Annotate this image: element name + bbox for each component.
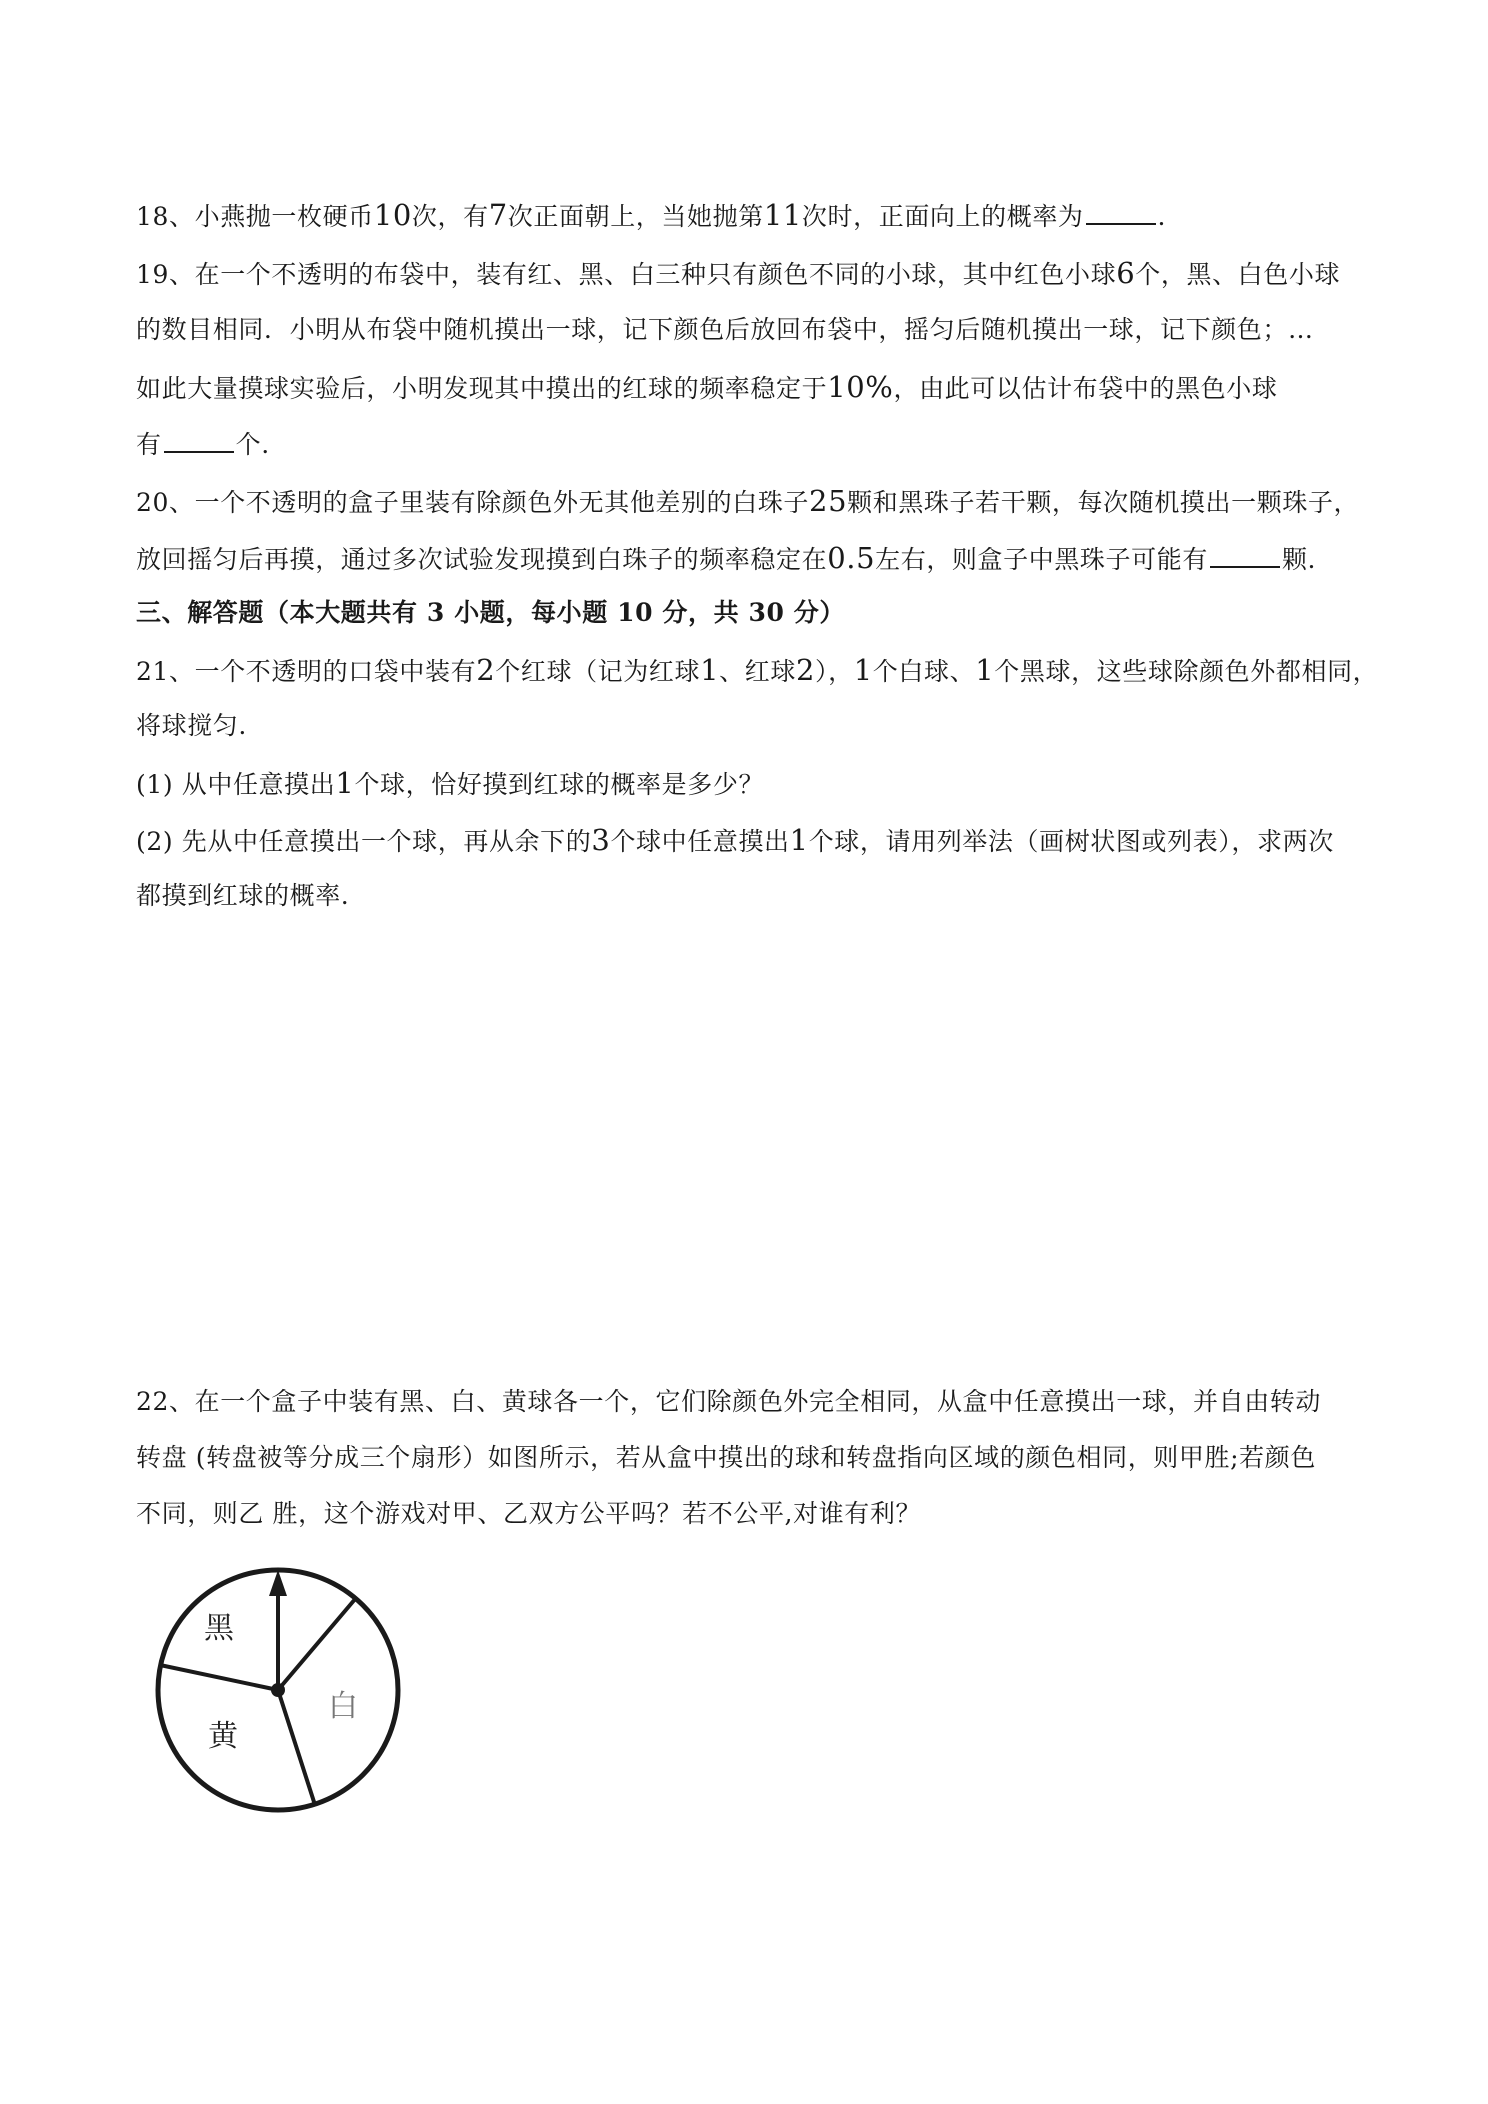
q18-text: 次正面朝上，当她抛第	[507, 202, 764, 231]
q20-number: 0.5	[827, 541, 876, 575]
q18-text: 次，有	[411, 202, 489, 231]
q22-text: 转盘 (转盘被等分成三个扇形）如图所示，若从盒中摸出的球和转盘指向区域的颜色相同，则甲胜;若颜色	[136, 1443, 1316, 1472]
q20-number: 25	[809, 484, 848, 518]
q21-number: 1	[335, 766, 355, 800]
q21-number: 2	[476, 653, 496, 687]
spinner-center	[271, 1683, 285, 1697]
q21-text: (1) 从中任意摸出	[136, 770, 336, 799]
question-19-line-2	[136, 313, 1314, 347]
q21-text: 个球中任意摸出	[610, 827, 790, 856]
q21-text: 将球搅匀.	[136, 711, 247, 740]
q19-number: 10%	[827, 370, 894, 404]
q20-text: 左右，则盒子中黑珠子可能有	[875, 545, 1208, 574]
q18-number: 7	[488, 198, 508, 232]
q21-text: 个白球、	[872, 657, 976, 686]
q21-number: 1	[975, 653, 995, 687]
q20-text: 放回摇匀后再摸，通过多次试验发现摸到白珠子的频率稳定在	[136, 545, 828, 574]
q21-number: 1	[789, 823, 809, 857]
sector-label-black: 黑	[204, 1611, 234, 1646]
q21-text: 21、一个不透明的口袋中装有	[136, 657, 477, 686]
q21-text: 、红球	[719, 657, 796, 686]
q19-text: 有	[136, 430, 162, 459]
question-22-line-2	[136, 1441, 1316, 1475]
q20-text: 20、一个不透明的盒子里装有除颜色外无其他差别的白珠子	[136, 488, 810, 517]
arrow-head-icon	[269, 1570, 287, 1596]
q19-number: 6	[1116, 256, 1136, 290]
question-20-line-2	[136, 541, 1316, 577]
question-19-line-1	[136, 256, 1340, 292]
q20-text: 颗.	[1281, 545, 1317, 574]
q21-number: 1	[700, 653, 720, 687]
q22-text: 不同，则乙 胜，这个游戏对甲、乙双方公平吗？若不公平,对谁有利？	[136, 1499, 922, 1528]
answer-blank	[164, 427, 234, 453]
sector-divider	[278, 1598, 356, 1690]
q19-text: 个.	[235, 430, 270, 459]
q22-text: 22、在一个盒子中装有黑、白、黄球各一个，它们除颜色外完全相同，从盒中任意摸出一球，并自由转动	[136, 1387, 1322, 1416]
q21-text: 都摸到红球的概率.	[136, 881, 350, 910]
q18-text: 次时，正面向上的概率为	[801, 202, 1084, 231]
q21-text: 个黑球，这些球除颜色外都相同，	[994, 657, 1379, 686]
question-21-sub-2-line-2	[136, 879, 349, 913]
section-heading: 三、解答题（本大题共有 3 小题，每小题 10 分，共 30 分）	[136, 598, 845, 627]
q19-text: 如此大量摸球实验后，小明发现其中摸出的红球的频率稳定于	[136, 374, 828, 403]
question-21-line-1	[136, 653, 1378, 689]
q21-text: ），	[815, 657, 854, 686]
q21-text: 个球，恰好摸到红球的概率是多少？	[354, 770, 765, 799]
q21-number: 1	[853, 653, 873, 687]
question-22-line-3	[136, 1497, 921, 1531]
question-20-line-1	[136, 484, 1359, 520]
answer-blank	[1086, 199, 1156, 225]
q19-text: 的数目相同．小明从布袋中随机摸出一球，记下颜色后放回布袋中，摇匀后随机摸出一球，记下颜色；…	[136, 315, 1314, 344]
question-19-line-4	[136, 427, 270, 462]
q18-text: 18、小燕抛一枚硬币	[136, 202, 374, 231]
q21-number: 2	[795, 653, 816, 687]
q21-text: 个红球（记为红球	[495, 657, 701, 686]
q18-text: .	[1157, 202, 1167, 231]
q21-text: 个球，请用列举法（画树状图或列表），求两次	[808, 827, 1334, 856]
q19-text: ，由此可以估计布袋中的黑色小球	[893, 374, 1278, 403]
sector-label-white: 白	[328, 1689, 358, 1724]
q20-text: 颗和黑珠子若干颗，每次随机摸出一颗珠子，	[847, 488, 1360, 517]
question-18	[136, 198, 1166, 234]
spinner-figure	[150, 1558, 410, 1828]
q18-number: 11	[763, 198, 802, 232]
q19-text: 个，黑、白色小球	[1135, 260, 1341, 289]
sector-divider	[278, 1690, 315, 1805]
answer-blank	[1210, 542, 1280, 568]
sector-divider	[160, 1665, 278, 1690]
question-22-line-1	[136, 1385, 1321, 1419]
sector-label-yellow: 黄	[208, 1719, 238, 1754]
question-21-sub-1	[136, 766, 764, 802]
q19-text: 19、在一个不透明的布袋中，装有红、黑、白三种只有颜色不同的小球，其中红色小球	[136, 260, 1117, 289]
q18-number: 10	[373, 198, 412, 232]
q21-number: 3	[591, 823, 611, 857]
question-19-line-3	[136, 370, 1277, 406]
question-21-sub-2	[136, 823, 1334, 859]
q21-text: (2) 先从中任意摸出一个球，再从余下的	[136, 827, 592, 856]
question-21-line-2	[136, 709, 247, 743]
